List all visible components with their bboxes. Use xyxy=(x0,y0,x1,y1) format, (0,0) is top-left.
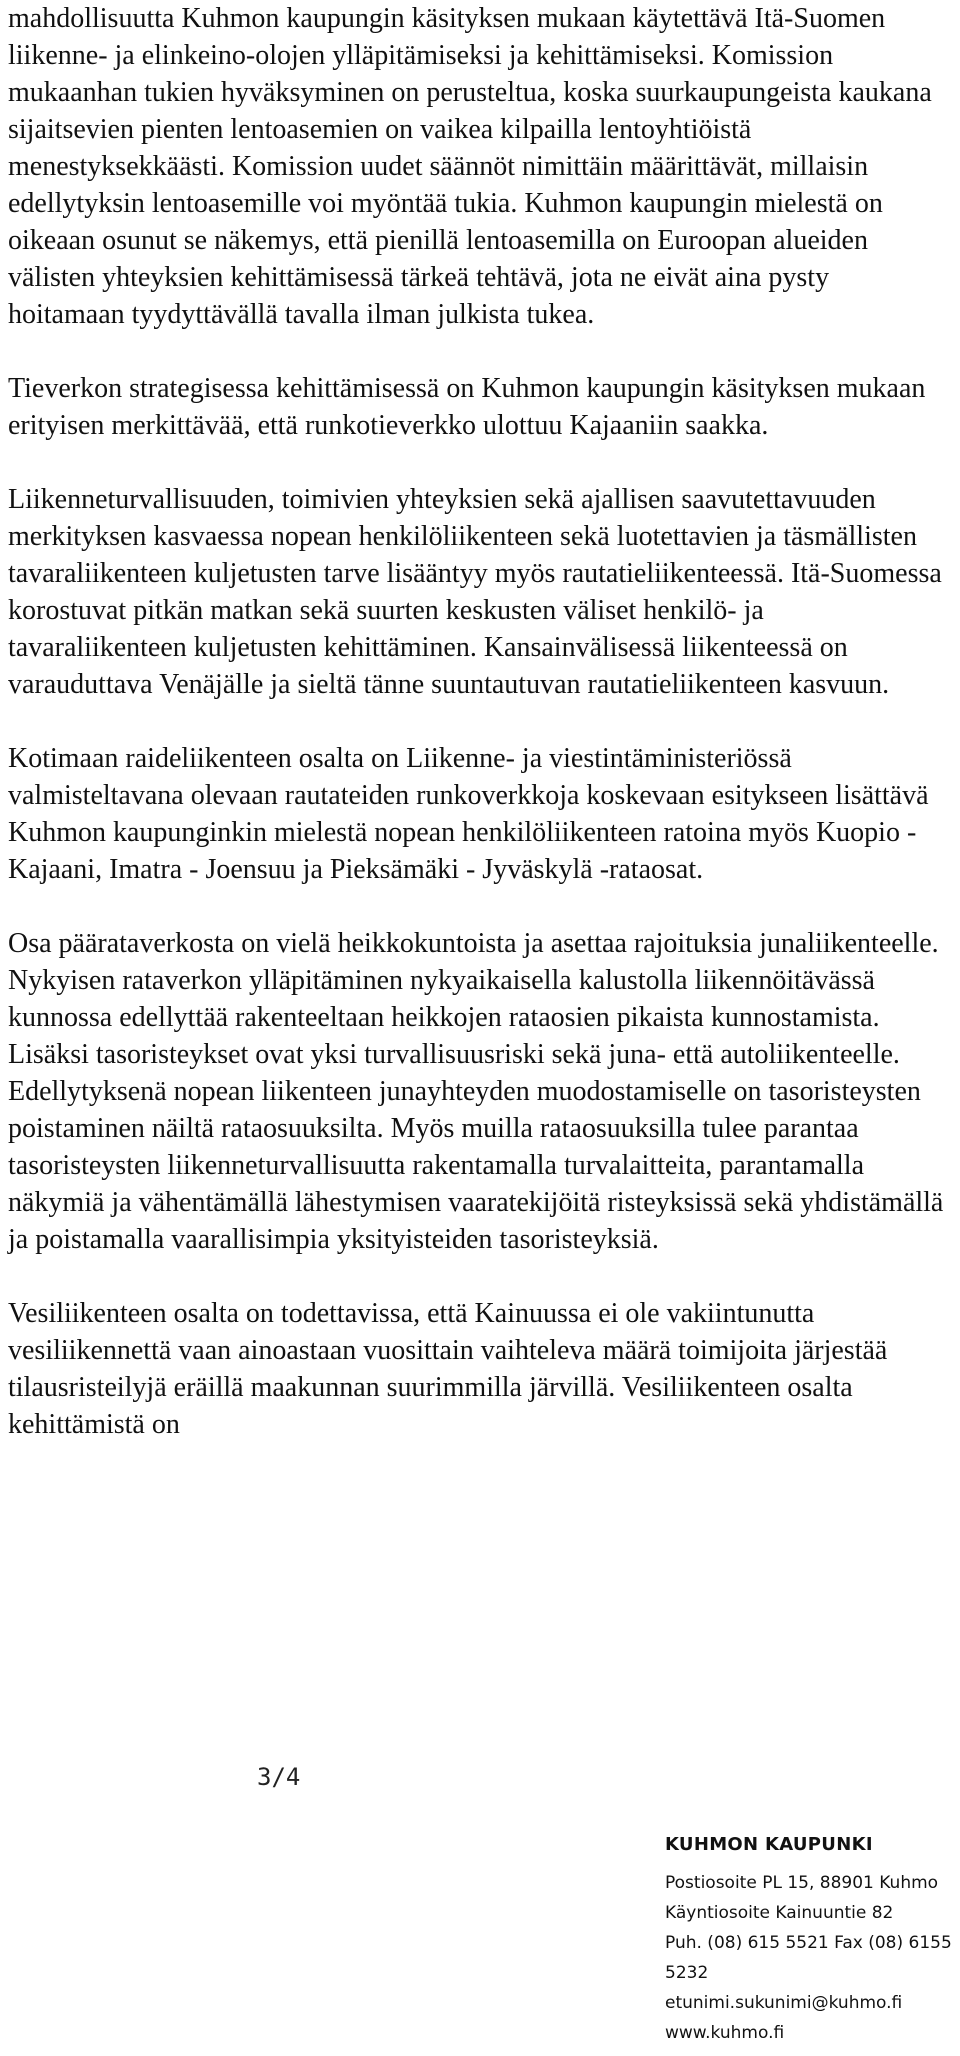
paragraph-airports: mahdollisuutta Kuhmon kaupungin käsityksen mukaan käytettävä Itä-Suomen liikenne- ja elinkeino-olojen ylläpitämiseksi ja kehittämiseksi. Komission mukaanhan tukien hyväksyminen on perusteltua, koska suurkaupungeista kaukana sijaitsevien pienten lentoasemien on vaikea kilpailla lentoyhtiöistä menestyksekkäästi. Komission uudet säännöt nimittäin määrittävät, millaisin edellytyksin lentoasemille voi myöntää tukia. Kuhmon kaupungin mielestä on oikeaan osunut se näkemys, että pienillä lentoasemilla on Euroopan alueiden välisten yhteyksien kehittämisessä tärkeä tehtävä, jota ne eivät aina pysty hoitamaan tyydyttävällä tavalla ilman julkista tukea. xyxy=(8,3,932,330)
paragraph-domestic-rail: Kotimaan raideliikenteen osalta on Liikenne- ja viestintäministeriössä valmisteltavana olevaan rautateiden runkoverkkoja koskevaan esitykseen lisättävä Kuhmon kaupunginkin mielestä nopean henkilöliikenteen ratoina myös Kuopio - Kajaani, Imatra - Joensuu ja Pieksämäki - Jyväskylä -rataosat. xyxy=(8,743,929,885)
footer-visiting-address: Käyntiosoite Kainuuntie 82 xyxy=(665,1903,894,1923)
footer-phone-fax: Puh. (08) 615 5521 Fax (08) 6155 5232 xyxy=(665,1933,952,1983)
footer-email: etunimi.sukunimi@kuhmo.fi xyxy=(665,1993,903,2013)
footer-website: www.kuhmo.fi xyxy=(665,2023,785,2043)
footer-contact-block xyxy=(665,1830,955,2048)
paragraph-road-network: Tieverkon strategisessa kehittämisessä on Kuhmon kaupungin käsityksen mukaan erityisen merkittävää, että runkotieverkko ulottuu Kajaaniin saakka. xyxy=(8,373,926,441)
document-body xyxy=(8,0,948,1480)
paragraph-rail-traffic: Liikenneturvallisuuden, toimivien yhteyksien sekä ajallisen saavutettavuuden merkityksen kasvaessa nopean henkilöliikenteen sekä luotettavien ja täsmällisten tavaraliikenteen kuljetusten tarve lisääntyy myös rautatieliikenteessä. Itä-Suomessa korostuvat pitkän matkan sekä suurten keskusten väliset henkilö- ja tavaraliikenteen kuljetusten kehittäminen. Kansainvälisessä liikenteessä on varauduttava Venäjälle ja sieltä tänne suuntautuvan rautatieliikenteen kasvuun. xyxy=(8,484,942,700)
footer-organization: KUHMON KAUPUNKI xyxy=(665,1834,873,1855)
paragraph-water-traffic: Vesiliikenteen osalta on todettavissa, että Kainuussa ei ole vakiintunutta vesiliikennettä vaan ainoastaan vuosittain vaihteleva määrä toimijoita järjestää tilausristeilyjä eräillä maakunnan suurimmilla järvillä. Vesiliikenteen osalta kehittämistä on xyxy=(8,1298,888,1440)
footer-postal-address: Postiosoite PL 15, 88901 Kuhmo xyxy=(665,1873,939,1893)
paragraph-rail-network-condition: Osa päärataverkosta on vielä heikkokuntoista ja asettaa rajoituksia junaliikenteelle. Nykyisen rataverkon ylläpitäminen nykyaikaisella kalustolla liikennöitävässä kunnossa edellyttää rakenteeltaan heikkojen rataosien pikaista kunnostamista. Lisäksi tasoristeykset ovat yksi turvallisuusriski sekä juna- että autoliikenteelle. Edellytyksenä nopean liikenteen junayhteyden muodostamiselle on tasoristeysten poistaminen näiltä rataosuuksilta. Myös muilla rataosuuksilla tulee parantaa tasoristeysten liikenneturvallisuutta rakentamalla turvalaitteita, parantamalla näkymiä ja vähentämällä lähestymisen vaaratekijöitä risteyksissä sekä yhdistämällä ja poistamalla vaarallisimpia yksityisteiden tasoristeyksiä. xyxy=(8,928,944,1255)
page-number: 3/4 xyxy=(257,1763,301,1791)
